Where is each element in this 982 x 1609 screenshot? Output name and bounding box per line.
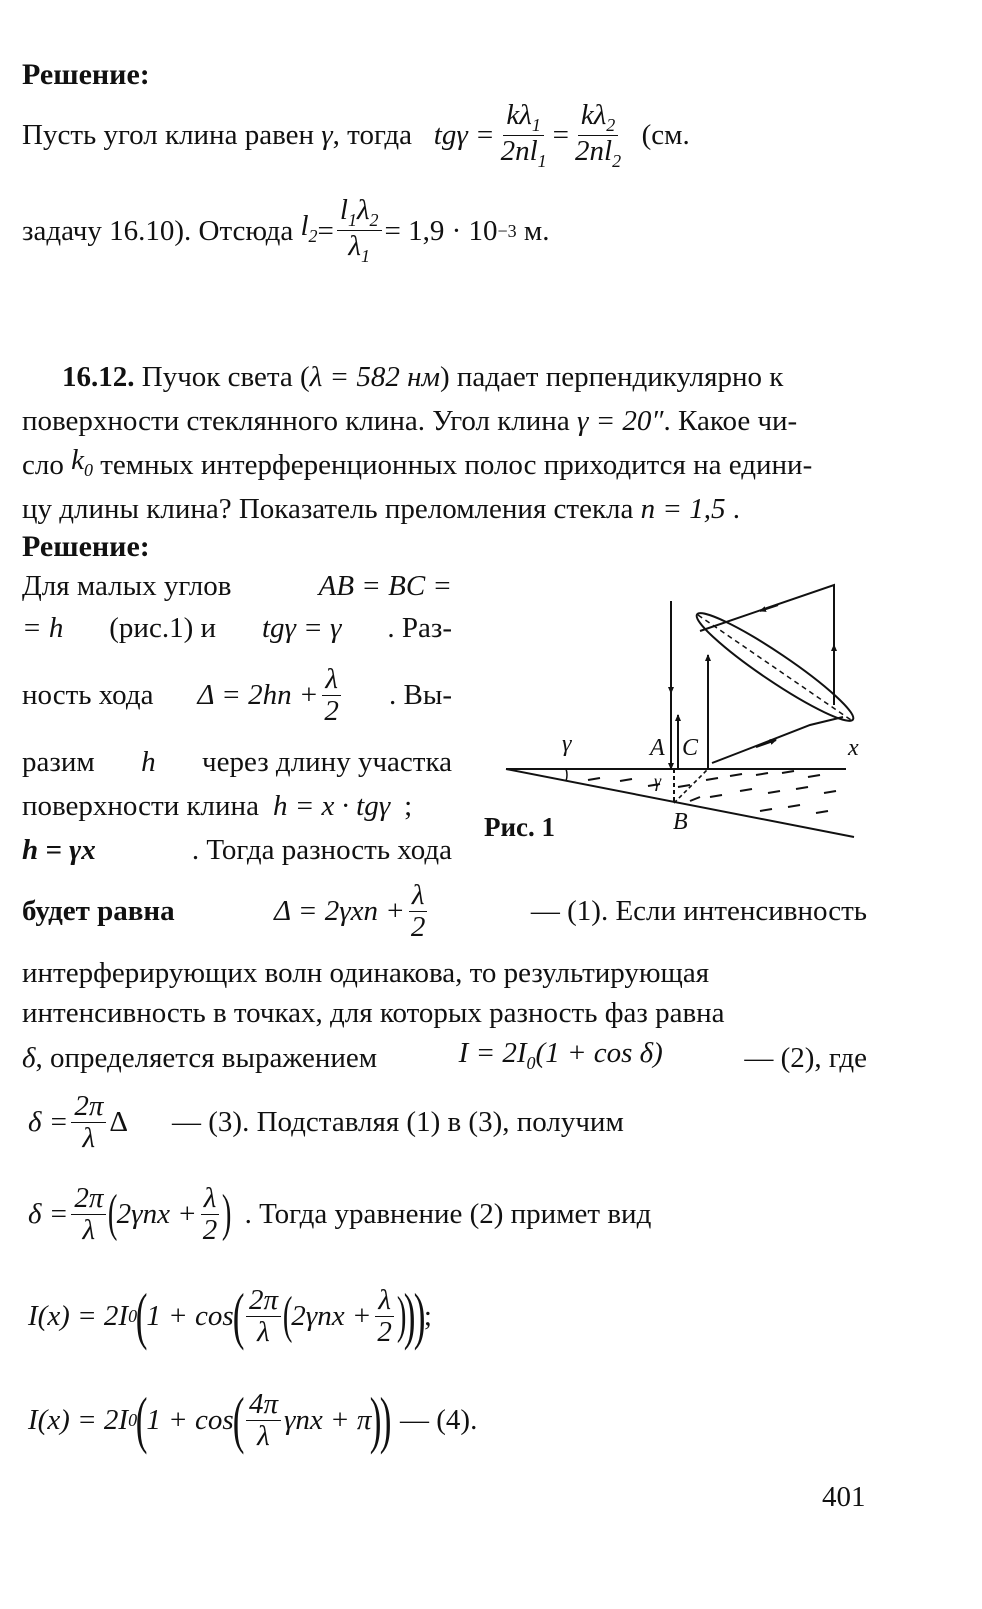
delta-lhs: δ = [28,1106,69,1138]
solution-1-line-2 [22,188,550,273]
fraction-3 [337,195,382,266]
equals: = [317,214,334,247]
four-pi-over-lambda [246,1389,281,1451]
label-gamma-left: γ [562,731,572,757]
lambda-over-2 [200,1183,221,1245]
problem-line-2 [22,399,867,443]
inner-formula: 2γnx + [291,1300,372,1332]
tg-gamma-eq: tgγ = γ [261,612,342,644]
text: интерферирующих волн одинакова, то результирующая [22,957,710,989]
figure-1 [478,575,868,845]
text: ; [404,790,413,822]
text: интенсивность в точках, для которых разность фаз равна [22,997,725,1029]
result: = 1,9 · 10 [384,214,498,247]
right-paren: ) [222,1185,232,1242]
paragraph-line-1 [22,956,867,996]
equation-3-text [172,1105,867,1139]
paragraph [22,956,867,1080]
delta-lhs: δ = [28,1198,69,1230]
text: поверхности клина [22,790,259,822]
ab-bc: AB = BC = [318,570,452,602]
k0 [71,443,93,487]
page-number: 401 [822,1481,866,1513]
numerator: kλ [580,98,607,131]
text: Для малых углов [22,570,232,602]
two-pi-over-lambda [71,1183,106,1245]
row-3 [22,650,452,740]
cos-term: 1 + cos [146,1404,234,1436]
text: . Тогда уравнение (2) примет вид [244,1198,652,1230]
denominator: λ [257,1419,270,1452]
text: будет равна [22,895,175,927]
numerator: 4π [246,1389,281,1420]
numerator: λ [322,664,341,695]
text: темных интерференционных полос приходится на едини- [100,449,813,481]
problem-16-12 [22,355,867,531]
left-paren: ( [108,1185,118,1242]
equation-5-line [28,1268,432,1364]
solution-1-line-1 [22,95,867,175]
row-6 [22,828,452,872]
formula: I = 2I [458,1037,527,1069]
row-2 [22,606,452,650]
cos-term: 1 + cos [146,1300,234,1332]
gamma-value: γ = 20″ [576,405,664,437]
right-paren: ) [404,1280,416,1351]
denominator: 2 [202,1213,218,1246]
text: , тогда [332,119,413,151]
subscript: 2 [606,114,616,135]
subscript: 1 [537,150,547,171]
label-gamma-inner: γ [654,771,662,791]
text: сло [22,449,64,481]
right-paren: ) [413,1280,426,1351]
left-paren: ( [135,1280,148,1351]
text: . Какое чи- [663,405,798,437]
n-value: n = 1,5 [640,493,726,525]
row-1 [22,566,452,606]
text: (см. [641,119,690,151]
subscript: 2 [308,225,318,246]
text: . Вы- [389,679,452,711]
numerator: λ [375,1285,394,1316]
equation-4-line [28,1170,867,1258]
denominator: 2 [324,694,339,727]
subscript: 1 [531,114,541,135]
numerator: 2π [246,1285,281,1316]
intensity-lhs: I(x) = 2I [28,1300,129,1332]
text: . Тогда разность хода [191,834,452,866]
delta-formula: Δ = 2hn + [197,679,319,711]
text: задачу 16.10). Отсюда [22,214,294,247]
text: , определяется выражением [35,1042,378,1074]
right-paren: ) [396,1287,407,1344]
label-x: x [848,735,859,761]
ray-lower-path [712,717,843,763]
lambda-value: λ = 582 нм [309,361,440,393]
inner-formula: 2γnx + [116,1198,197,1230]
subscript: 0 [526,1053,536,1073]
problem-line-1 [22,355,867,399]
exponent: −3 [497,220,517,241]
paragraph-line-2 [22,996,867,1036]
figure-caption: Рис. 1 [484,812,556,842]
problem-line-3 [22,443,867,487]
text: цу длины клина? Показатель преломления стекла [22,493,634,525]
numerator: 2π [71,1183,106,1214]
k: k [71,444,84,476]
l1: l [339,194,348,227]
lambda-over-2 [321,664,342,726]
solution-heading-1: Решение: [22,58,150,91]
equation-1-line [22,876,867,946]
two-pi-over-lambda [71,1091,106,1153]
label-c: C [682,735,699,761]
right-paren: ) [379,1384,392,1455]
delta-formula: Δ = 2γxn + [274,895,405,927]
h: = h [22,612,64,644]
row-4 [22,740,452,784]
formula-paren: (1 + cos δ) [535,1037,663,1069]
row-5 [22,784,452,828]
right-paren: ) [370,1384,382,1455]
lens [689,603,861,731]
fraction-2 [572,100,624,171]
intensity-lhs: I(x) = 2I [28,1404,129,1436]
text: Пусть угол клина равен [22,119,314,151]
text: ность хода [22,679,154,711]
lambda-over-2 [408,880,429,942]
delta-symbol: Δ [109,1106,128,1138]
semicolon: ; [423,1300,432,1332]
denominator: 2nl [500,134,538,167]
numerator: kλ [506,98,532,131]
l: l [300,209,309,242]
denominator: 2nl [575,134,613,167]
unit: м. [523,214,550,247]
equation-3-line [28,1082,867,1162]
text: — (1). Если интенсивность [530,895,867,927]
two-pi-over-lambda [246,1285,281,1347]
tg-gamma: tgγ = [433,119,495,151]
numerator: 2π [71,1091,106,1122]
denominator: λ [82,1121,96,1154]
fraction-1 [498,100,550,171]
delta: δ [22,1042,36,1074]
text: (рис.1) и [109,612,216,644]
subscript: 2 [369,210,379,231]
left-paren: ( [135,1384,148,1455]
subscript: 1 [360,246,370,266]
text: Пучок света ( [141,361,310,393]
subscript: 1 [347,210,357,231]
text: . Раз- [387,612,452,644]
gamma: γ [321,119,333,151]
left-paren: ( [282,1287,293,1344]
text: разим [22,746,95,778]
h: h [141,746,156,778]
solution-2-left-column [22,566,452,872]
denominator: λ [82,1213,96,1246]
l2 [300,209,317,253]
phase-term: γnx + π [283,1404,372,1436]
lambda: λ [356,194,370,227]
left-paren: ( [232,1280,245,1351]
denominator: 2 [410,910,426,943]
problem-number: 16.12. [62,361,135,393]
text: через длину участка [202,746,452,778]
problem-line-4 [22,487,867,531]
label-b: B [673,809,688,835]
denominator: 2 [377,1315,392,1348]
label-a: A [650,735,665,761]
left-paren: ( [232,1384,245,1455]
numerator: λ [201,1183,220,1214]
equation-label: — (4). [400,1404,478,1436]
lambda: λ [348,230,361,262]
subscript: 2 [612,150,622,171]
text: . [732,493,740,525]
subscript: 0 [83,460,93,480]
h-gamma-x: h = γx [22,834,96,866]
paragraph-line-3 [22,1036,867,1080]
subscript: 0 [128,1306,138,1326]
text: — (3). Подставляя (1) в (3), получим [172,1106,624,1138]
text: ) падает перпендикулярно к [439,361,784,393]
angle-arc [566,769,567,781]
text: — (2), где [744,1042,867,1074]
lambda-over-2 [374,1285,395,1347]
ray-top-arrow [760,605,778,611]
numerator: λ [409,880,428,911]
equation-6-line [28,1372,477,1468]
subscript: 0 [128,1410,138,1430]
equals: = [552,119,570,151]
wedge-diagram [478,575,868,845]
text: поверхности стеклянного клина. Угол клина [22,405,570,437]
solution-heading-2: Решение: [22,530,150,563]
h-formula: h = x · tgγ [272,790,391,822]
denominator: λ [257,1315,270,1348]
